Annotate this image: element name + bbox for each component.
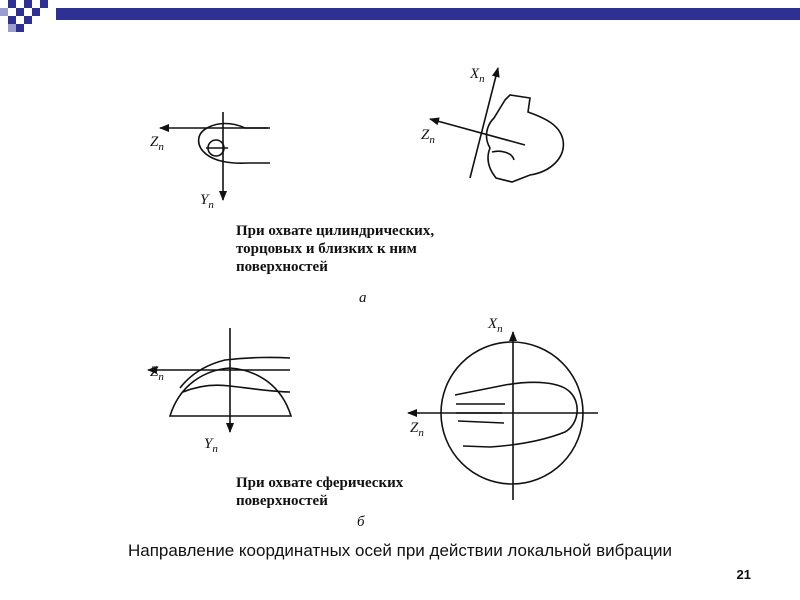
z-axis-label: $Z_п$ [421, 127, 435, 146]
caption-line: При охвате цилиндрических, [236, 223, 435, 239]
hand-outline [487, 95, 564, 182]
figure-b-letter: б [357, 514, 365, 530]
z-axis-arrow [430, 119, 525, 145]
caption-line: поверхностей [236, 259, 328, 275]
x-axis-label: $X_п$ [488, 316, 503, 335]
finger-line [492, 151, 514, 160]
figure-b-left-drawing [148, 328, 291, 432]
figure-b-caption [236, 474, 403, 510]
figure-a-left-drawing [160, 112, 270, 200]
figure-b-right-drawing [408, 332, 598, 500]
figure-a-right-drawing [430, 68, 563, 182]
caption-line: поверхностей [236, 493, 328, 509]
z-axis-label: $Z_п$ [410, 420, 424, 439]
z-axis-label: $Z_п$ [150, 364, 164, 383]
y-axis-label: $Y_п$ [200, 192, 214, 211]
caption-line: При охвате сферических [236, 475, 404, 491]
x-axis-label: $X_п$ [470, 66, 485, 85]
slide-title: Направление координатных осей при действии локальной вибрации [127, 541, 672, 560]
figure-a-caption [236, 222, 434, 276]
y-axis-label: $Y_п$ [204, 436, 218, 455]
caption-line: торцовых и близких к ним [236, 241, 417, 257]
figure-a-letter: а [359, 290, 367, 306]
page-number: 21 [736, 567, 751, 582]
hand-outline [455, 382, 577, 447]
z-axis-label: $Z_п$ [150, 134, 164, 153]
